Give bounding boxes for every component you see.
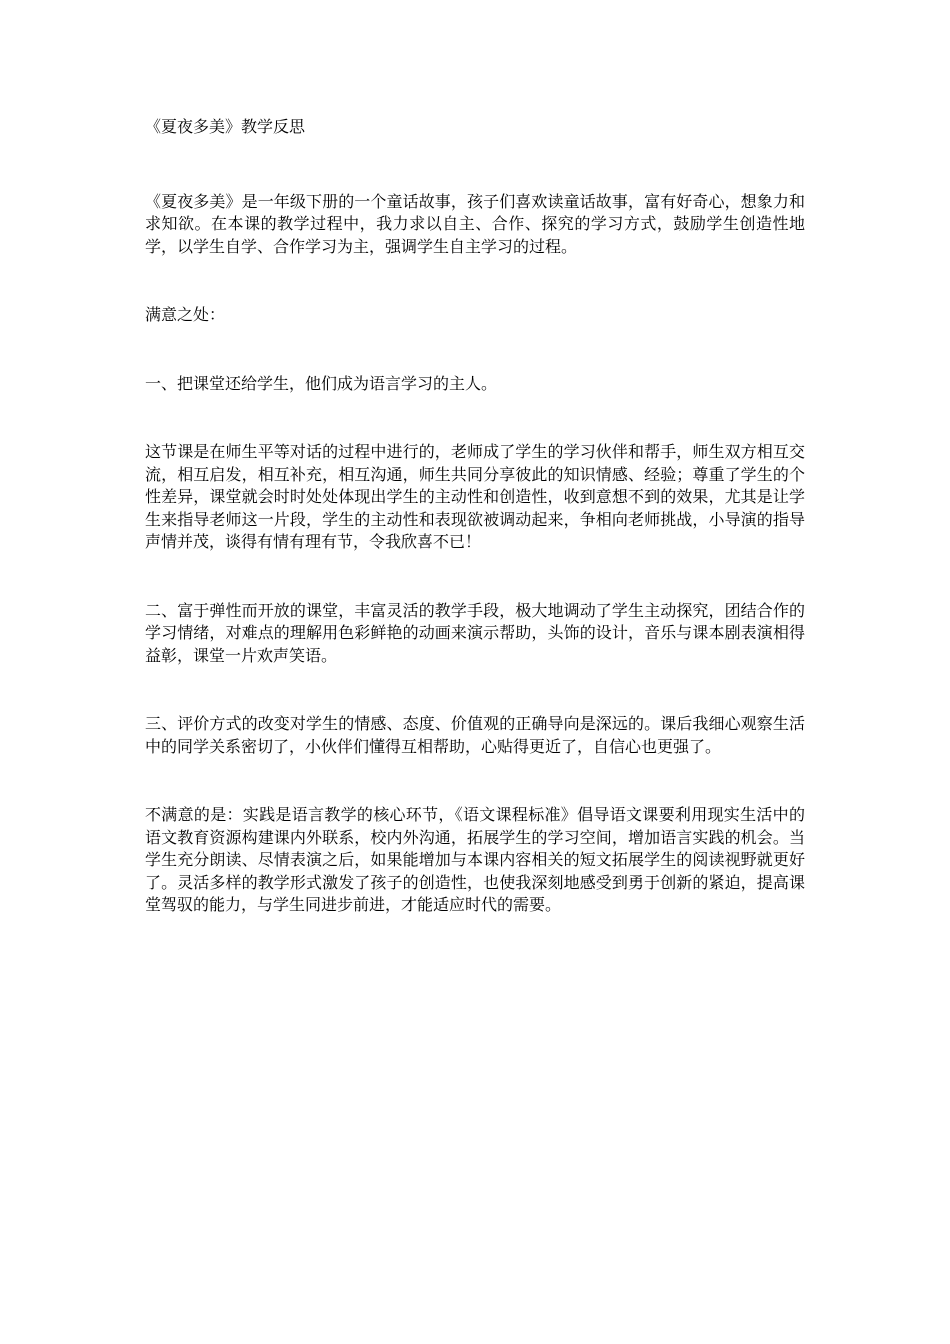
point-one-paragraph: 这节课是在师生平等对话的过程中进行的，老师成了学生的学习伙伴和帮手，师生双方相互交流，相互启发，相互补充，相互沟通，师生共同分享彼此的知识情感、经验；尊重了学生的个性差异，课堂就会时时处处体现出学生的主动性和创造性，收到意想不到的效果，尤其是让学生来指导老师这一片段，学生的主动性和表现欲被调动起来，争相向老师挑战，小导演的指导声情并茂，谈得有情有理有节，令我欣喜不已！ (145, 442, 805, 551)
point-one-heading: 一、把课堂还给学生，他们成为语言学习的主人。 (145, 373, 498, 393)
point-two-paragraph: 二、富于弹性而开放的课堂，丰富灵活的教学手段，极大地调动了学生主动探究，团结合作的学习情绪，对难点的理解用色彩鲜艳的动画来演示帮助，头饰的设计，音乐与课本剧表演相得益彰，课堂一片欢声笑语。 (145, 600, 805, 665)
point-three-paragraph: 三、评价方式的改变对学生的情感、态度、价值观的正确导向是深远的。课后我细心观察生活中的同学关系密切了，小伙伴们懂得互相帮助，心贴得更近了，自信心也更强了。 (145, 714, 805, 756)
document-page (145, 116, 805, 917)
intro-paragraph: 《夏夜多美》是一年级下册的一个童话故事，孩子们喜欢读童话故事，富有好奇心，想象力和求知欲。在本课的教学过程中，我力求以自主、合作、探究的学习方式，鼓励学生创造性地学，以学生自学、合作学习为主，强调学生自主学习的过程。 (145, 191, 805, 256)
document-title: 《夏夜多美》教学反思 (145, 117, 306, 136)
satisfied-heading: 满意之处： (145, 305, 226, 324)
unsatisfied-paragraph: 不满意的是：实践是语言教学的核心环节，《语文课程标准》倡导语文课要利用现实生活中的语文教育资源构建课内外联系，校内外沟通，拓展学生的学习空间，增加语言实践的机会。当学生充分朗读、尽情表演之后，如果能增加与本课内容相关的短文拓展学生的阅读视野就更好了。灵活多样的教学形式激发了孩子的创造性，也使我深刻地感受到勇于创新的紧迫，提高课堂驾驭的能力，与学生同进步前进，才能适应时代的需要。 (145, 805, 805, 914)
